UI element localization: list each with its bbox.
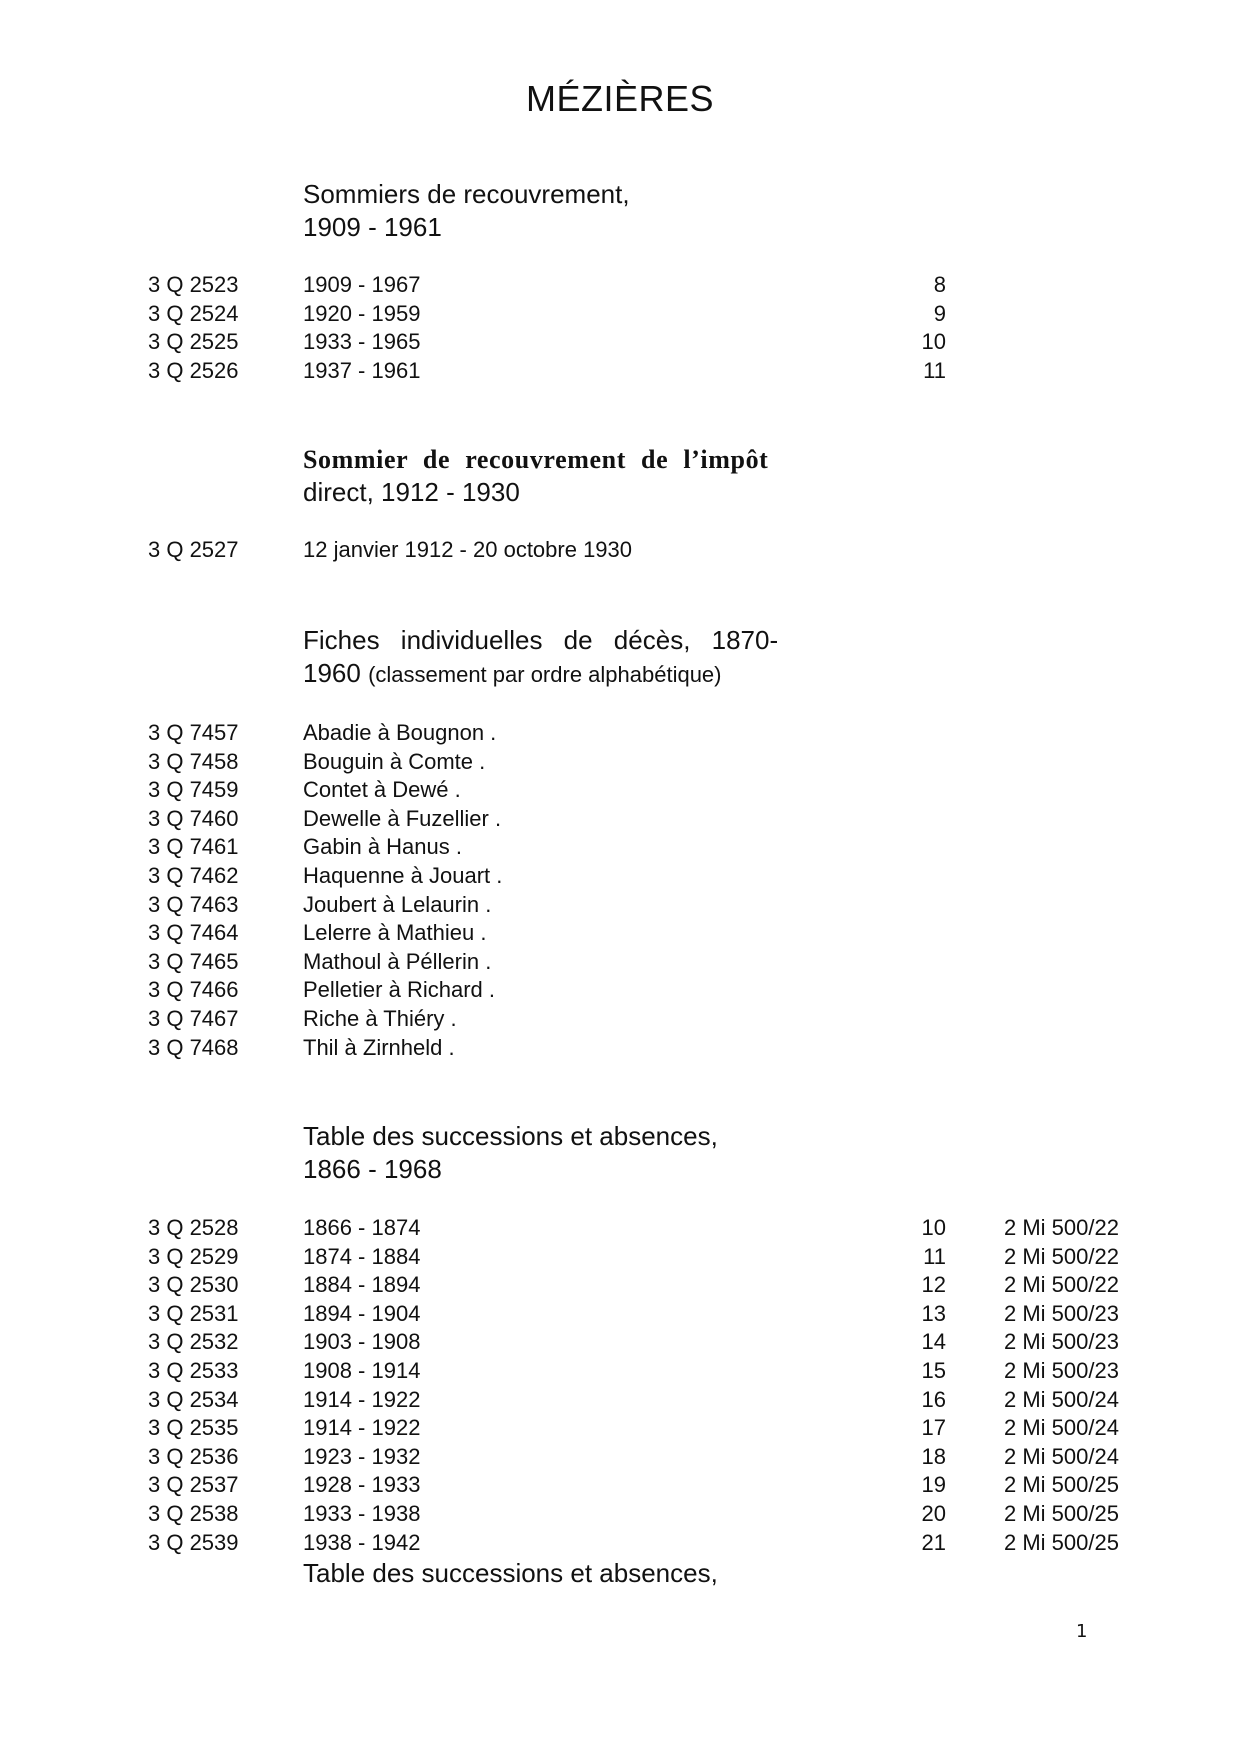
volume-number: 12: [921, 1272, 946, 1298]
heading-line: Sommiers de recouvrement,: [303, 179, 630, 209]
volume-number: 10: [921, 1215, 946, 1240]
cote: 3 Q 2535: [148, 1415, 239, 1441]
cote: 3 Q 7468: [148, 1034, 239, 1060]
table-row: [0, 1005, 1240, 1034]
name-range: Haquenne à Jouart .: [303, 863, 503, 888]
table-row: [0, 719, 1240, 748]
date-range: 1874 - 1884: [303, 1243, 421, 1269]
heading-line: 1909 - 1961: [303, 212, 442, 242]
date-range: 1920 - 1959: [303, 300, 421, 326]
volume-number: 14: [921, 1329, 946, 1355]
table-row: [0, 1243, 1240, 1272]
microfilm-ref: 2 Mi 500/23: [1004, 1329, 1119, 1355]
date-range: 1894 - 1904: [303, 1300, 421, 1326]
volume-number: 18: [921, 1443, 946, 1469]
name-range: Joubert à Lelaurin .: [303, 891, 492, 917]
volume-number: 13: [921, 1300, 946, 1326]
volume-number: 15: [921, 1358, 946, 1383]
cote: 3 Q 2537: [148, 1472, 239, 1498]
table-row: [0, 919, 1240, 948]
section-heading-successions: [303, 1120, 718, 1186]
cote: 3 Q 7467: [148, 1006, 239, 1031]
cote: 3 Q 7459: [148, 777, 239, 803]
table-row: [0, 748, 1240, 777]
table-row: [0, 357, 1240, 386]
date-range: 1903 - 1908: [303, 1329, 421, 1355]
date-range: 1937 - 1961: [303, 357, 421, 383]
name-range: Abadie à Bougnon .: [303, 720, 497, 745]
table-row: [0, 1471, 1240, 1500]
cote: 3 Q 2534: [148, 1386, 239, 1412]
table-row: [0, 776, 1240, 805]
table-row: [0, 1443, 1240, 1472]
section-heading-sommiers: [303, 178, 630, 244]
date-range: 12 janvier 1912 - 20 octobre 1930: [303, 537, 633, 562]
table-row: [0, 1357, 1240, 1386]
date-range: 1933 - 1938: [303, 1501, 421, 1526]
date-range: 1908 - 1914: [303, 1358, 421, 1383]
table-row: [0, 833, 1240, 862]
volume-number: 21: [921, 1529, 946, 1555]
microfilm-ref: 2 Mi 500/24: [1004, 1415, 1119, 1441]
cote: 3 Q 2539: [148, 1529, 239, 1555]
microfilm-ref: 2 Mi 500/22: [1004, 1272, 1119, 1298]
table-row: [0, 1386, 1240, 1415]
table-row: [0, 1271, 1240, 1300]
date-range: 1884 - 1894: [303, 1272, 421, 1298]
heading-line: 1866 - 1968: [303, 1154, 442, 1184]
table-row: [0, 862, 1240, 891]
microfilm-ref: 2 Mi 500/22: [1004, 1243, 1119, 1269]
date-range: 1914 - 1922: [303, 1386, 421, 1412]
section-heading-successions-continued: [303, 1557, 718, 1590]
table-row: [0, 948, 1240, 977]
table-row: [0, 1328, 1240, 1357]
table-row: [0, 805, 1240, 834]
volume-number: 10: [921, 329, 946, 355]
cote: 3 Q 7464: [148, 920, 239, 946]
cote: 3 Q 2527: [148, 537, 239, 562]
cote: 3 Q 2528: [148, 1215, 239, 1240]
cote: 3 Q 2523: [148, 272, 239, 297]
table-row: [0, 891, 1240, 920]
table-row: [0, 1529, 1240, 1558]
name-range: Thil à Zirnheld .: [303, 1034, 455, 1060]
cote: 3 Q 2529: [148, 1243, 239, 1269]
name-range: Contet à Dewé .: [303, 777, 461, 803]
heading-line: direct, 1912 - 1930: [303, 477, 520, 507]
page-number: 1: [1076, 1621, 1088, 1642]
table-row: [0, 1414, 1240, 1443]
cote: 3 Q 2526: [148, 357, 239, 383]
page-title: MÉZIÈRES: [525, 78, 715, 119]
table-row: [0, 1214, 1240, 1243]
name-range: Riche à Thiéry .: [303, 1006, 457, 1031]
name-range: Dewelle à Fuzellier .: [303, 805, 502, 831]
cote: 3 Q 2533: [148, 1358, 239, 1383]
microfilm-ref: 2 Mi 500/25: [1004, 1472, 1119, 1498]
volume-number: 11: [923, 357, 946, 383]
heading-line: 1960: [303, 658, 361, 688]
name-range: Mathoul à Péllerin .: [303, 948, 492, 974]
volume-number: 17: [921, 1415, 946, 1441]
table-row: [0, 271, 1240, 300]
date-range: 1933 - 1965: [303, 329, 421, 355]
table-row: [0, 1300, 1240, 1329]
heading-line: Table des successions et absences,: [303, 1558, 718, 1588]
microfilm-ref: 2 Mi 500/25: [1004, 1501, 1119, 1526]
table-row: [0, 328, 1240, 357]
date-range: 1923 - 1932: [303, 1443, 421, 1469]
cote: 3 Q 7461: [148, 834, 239, 860]
microfilm-ref: 2 Mi 500/23: [1004, 1358, 1119, 1383]
name-range: Bouguin à Comte .: [303, 748, 486, 774]
cote: 3 Q 7457: [148, 720, 239, 745]
volume-number: 9: [933, 300, 946, 326]
volume-number: 19: [921, 1472, 946, 1498]
heading-line: Fiches individuelles de décès, 1870-: [303, 625, 779, 655]
cote: 3 Q 7458: [148, 748, 239, 774]
cote: 3 Q 7460: [148, 805, 239, 831]
date-range: 1914 - 1922: [303, 1415, 421, 1441]
volume-number: 16: [921, 1386, 946, 1412]
date-range: 1938 - 1942: [303, 1529, 421, 1555]
table-row: [0, 976, 1240, 1005]
cote: 3 Q 2532: [148, 1329, 239, 1355]
microfilm-ref: 2 Mi 500/25: [1004, 1529, 1119, 1555]
microfilm-ref: 2 Mi 500/24: [1004, 1443, 1119, 1469]
table-row: [0, 1500, 1240, 1529]
cote: 3 Q 7463: [148, 891, 239, 917]
section-heading-impot-direct: [303, 443, 768, 509]
microfilm-ref: 2 Mi 500/22: [1004, 1215, 1119, 1240]
cote: 3 Q 7465: [148, 948, 239, 974]
name-range: Lelerre à Mathieu .: [303, 920, 487, 946]
microfilm-ref: 2 Mi 500/24: [1004, 1386, 1119, 1412]
volume-number: 8: [933, 272, 946, 297]
section-heading-fiches-deces: [303, 624, 778, 691]
table-row: [0, 536, 1240, 565]
date-range: 1866 - 1874: [303, 1215, 421, 1240]
volume-number: 11: [923, 1243, 946, 1269]
cote: 3 Q 2524: [148, 300, 239, 326]
cote: 3 Q 7466: [148, 977, 239, 1003]
cote: 3 Q 2525: [148, 329, 239, 355]
heading-line: Sommier de recouvrement de l’impôt: [303, 445, 769, 474]
cote: 3 Q 2530: [148, 1272, 239, 1298]
cote: 3 Q 2531: [148, 1300, 239, 1326]
name-range: Pelletier à Richard .: [303, 977, 495, 1003]
microfilm-ref: 2 Mi 500/23: [1004, 1300, 1119, 1326]
date-range: 1909 - 1967: [303, 272, 421, 297]
cote: 3 Q 2536: [148, 1443, 239, 1469]
table-row: [0, 1034, 1240, 1063]
cote: 3 Q 7462: [148, 863, 239, 888]
date-range: 1928 - 1933: [303, 1472, 421, 1498]
table-row: [0, 300, 1240, 329]
volume-number: 20: [921, 1501, 946, 1526]
cote: 3 Q 2538: [148, 1501, 239, 1526]
heading-note: (classement par ordre alphabétique): [368, 662, 722, 687]
name-range: Gabin à Hanus .: [303, 834, 462, 860]
heading-line: Table des successions et absences,: [303, 1121, 718, 1151]
